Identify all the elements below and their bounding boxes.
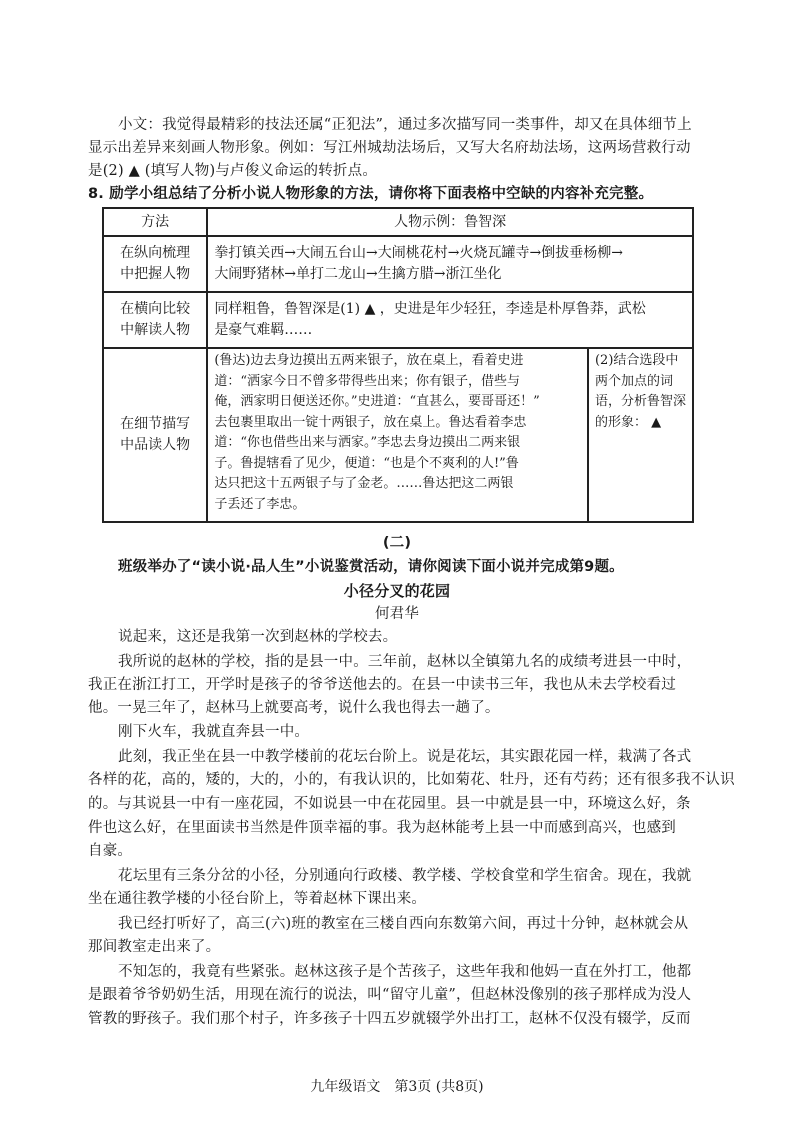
row1-content-line: 拳打镇关西→大闹五台山→大闹桃花村→火烧瓦罐寺→倒拔垂杨柳→ xyxy=(214,245,623,261)
row2-method-line: 中解读人物 xyxy=(120,322,191,338)
row3-excerpt-line: 去包裹里取出一锭十两银子，放在桌上。鲁达看着李忠 xyxy=(214,414,527,430)
story-line: 是跟着爷爷奶奶生活，用现在流行的说法，叫“留守儿童”，但赵林没像别的孩子那样成为没人 xyxy=(88,987,692,1003)
section-mark: (二) xyxy=(382,535,412,551)
row3-method xyxy=(103,348,207,522)
row3-excerpt xyxy=(207,348,588,522)
top-paragraph-line-3: 是(2) ▲ (填写人物)与卢俊义命运的转折点。 xyxy=(88,163,378,179)
row3-excerpt-line: 子。鲁提辖看了见少，便道：“也是个不爽利的人!”鲁 xyxy=(214,455,519,471)
row2-content-line: 是豪气难羁…… xyxy=(214,322,313,338)
story-line: 坐在通往教学楼的小径台阶上，等着赵林下课出来。 xyxy=(88,891,427,907)
instruction: 班级举办了“读小说·品人生”小说鉴赏活动，请你阅读下面小说并完成第9题。 xyxy=(118,559,624,575)
row1-method-line: 在纵向梳理 xyxy=(120,245,191,261)
row1-content xyxy=(207,236,693,292)
method-table xyxy=(102,207,694,523)
story-line: 我所说的赵林的学校，指的是县一中。三年前，赵林以全镇第九名的成绩考进县一中时， xyxy=(118,654,692,670)
story-line: 说起来，这还是我第一次到赵林的学校去。 xyxy=(118,629,398,645)
row3-question-line: (2)结合选段中 xyxy=(594,353,679,368)
row2-content xyxy=(207,292,693,348)
story-line: 他。一晃三年了，赵林马上就要高考，说什么我也得去一趟了。 xyxy=(88,700,500,716)
story-line: 那间教室走出来了。 xyxy=(88,939,221,955)
story-line: 件也这么好，在里面读书当然是件顶幸福的事。我为赵林能考上县一中而感到高兴，也感到 xyxy=(88,820,676,836)
story-author: 何君华 xyxy=(374,606,420,622)
row3-question-line: 的形象： ▲ xyxy=(594,414,662,430)
story-line: 管教的野孩子。我们那个村子，许多孩子十四五岁就辍学外出打工，赵林不仅没有辍学，反而 xyxy=(88,1011,691,1027)
row3-method-line: 中品读人物 xyxy=(120,437,191,453)
row1-content-line: 大闹野猪林→单打二龙山→生擒方腊→浙江坐化 xyxy=(214,266,502,282)
row3-question-line: 两个加点的词 xyxy=(594,373,673,389)
row1-method-line: 中把握人物 xyxy=(120,266,191,282)
story-line: 我正在浙江打工，开学时是孩子的爷爷送他去的。在县一中读书三年，我也从未去学校看过 xyxy=(88,677,676,693)
row3-excerpt-line: 子丢还了李忠。 xyxy=(214,496,306,512)
story-line: 此刻，我正坐在县一中教学楼前的花坛台阶上。说是花坛，其实跟花园一样，栽满了各式 xyxy=(118,749,692,765)
header-example: 人物示例：鲁智深 xyxy=(207,208,693,236)
page-footer: 九年级语文 第3页 (共8页) xyxy=(310,1079,484,1095)
story-line: 我已经打听好了，高三(六)班的教室在三楼自西向东数第六间，再过十分钟，赵林就会从 xyxy=(118,916,689,932)
story-line: 的。与其说县一中有一座花园，不如说县一中在花园里。县一中就是县一中，环境这么好，条 xyxy=(88,796,691,812)
row3-question xyxy=(588,348,693,522)
row1-method xyxy=(103,236,207,292)
story-line: 自豪。 xyxy=(88,843,133,859)
row3-method-line: 在细节描写 xyxy=(120,416,191,432)
row3-excerpt-line: 达只把这十五两银子与了金老。……鲁达把这二两银 xyxy=(214,476,514,491)
top-paragraph-line-2: 显示出差异来刻画人物形象。例如：写江州城劫法场后，又写大名府劫法场，这两场营救行动 xyxy=(88,140,691,156)
story-title: 小径分叉的花园 xyxy=(343,582,451,600)
row3-excerpt-line: 道：“洒家今日不曾多带得些出来；你有银子，借些与 xyxy=(214,373,520,389)
question-8: 8. 励学小组总结了分析小说人物形象的方法，请你将下面表格中空缺的内容补充完整。 xyxy=(88,186,654,202)
header-method: 方法 xyxy=(103,208,207,236)
story-line: 刚下火车，我就直奔县一中。 xyxy=(118,724,310,740)
row3-excerpt-line: 俺，洒家明日便送还你。”史进道：“直甚么，要哥哥还！” xyxy=(214,394,540,409)
row2-method-line: 在横向比较 xyxy=(120,301,191,317)
row3-question-line: 语，分析鲁智深 xyxy=(594,394,686,409)
row2-content-line: 同样粗鲁，鲁智深是(1) ▲ ，史进是年少轻狂，李逵是朴厚鲁莽，武松 xyxy=(214,301,646,317)
story-line: 各样的花，高的，矮的，大的，小的，有我认识的，比如菊花、牡丹，还有芍药；还有很多我不认识 xyxy=(88,772,735,788)
row3-excerpt-line: 道：“你也借些出来与洒家。”李忠去身边摸出二两来银 xyxy=(214,435,521,450)
story-line: 花坛里有三条分岔的小径，分别通向行政楼、教学楼、学校食堂和学生宿舍。现在，我就 xyxy=(118,868,692,884)
row2-method xyxy=(103,292,207,348)
row3-excerpt-line: (鲁达)边去身边摸出五两来银子，放在桌上，看着史进 xyxy=(214,353,524,368)
story-line: 不知怎的，我竟有些紧张。赵林这孩子是个苦孩子，这些年我和他妈一直在外打工，他都 xyxy=(118,964,692,980)
top-paragraph-line-1: 小文：我觉得最精彩的技法还属“正犯法”，通过多次描写同一类事件，却又在具体细节上 xyxy=(118,117,692,133)
